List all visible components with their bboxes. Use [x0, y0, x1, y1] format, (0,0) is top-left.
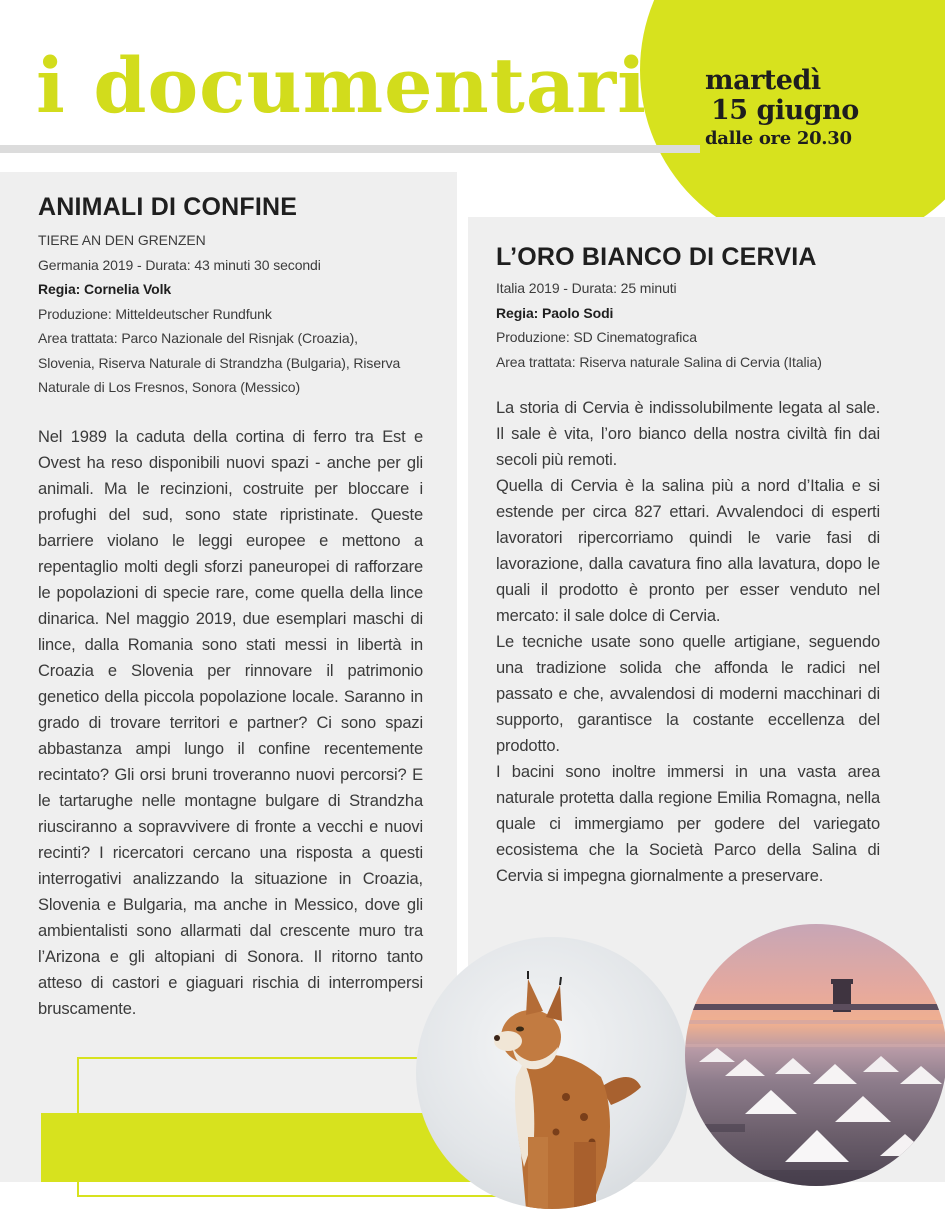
- doc2-area: Area trattata: Riserva naturale Salina di Cervia (Italia): [496, 353, 822, 370]
- doc1-original-title: TIERE AN DEN GRENZEN: [38, 232, 206, 248]
- doc1-production: Produzione: Mitteldeutscher Rundfunk: [38, 305, 272, 322]
- title-rule: [0, 145, 700, 153]
- doc2-paragraph: Le tecniche usate sono quelle artigiane, seguendo una tradizione solida che affonda le radici nel passato e che, avvalendosi di moderni macchinari di supporto, garantisce la costante eccellenza del prodotto.: [496, 633, 880, 755]
- event-day: martedì: [705, 65, 821, 96]
- doc1-body: [38, 424, 423, 1022]
- salt-flats-photo: [685, 924, 945, 1186]
- doc1-area: Area trattata: Parco Nazionale del Risnjak (Croazia), Slovenia, Riserva Naturale di Strandzha (Bulgaria), Riserva Naturale di Los Fresnos, Sonora (Messico): [38, 330, 401, 395]
- date-block: [705, 66, 905, 152]
- doc1-info: Germania 2019 - Durata: 43 minuti 30 secondi: [38, 256, 321, 273]
- doc2-production: Produzione: SD Cinematografica: [496, 329, 697, 345]
- doc2-body: [496, 395, 880, 889]
- doc2-title: L’ORO BIANCO DI CERVIA: [496, 243, 817, 271]
- doc1-director: Regia: Cornelia Volk: [38, 281, 172, 297]
- doc1-description: Nel 1989 la caduta della cortina di ferro tra Est e Ovest ha reso disponibili nuovi spazi - anche per gli animali. Ma le recinzioni, costruite per bloccare i profughi del sud, sono state ripristinate. Queste barriere violano le leggi europee e mettono a repentaglio molti degli sforzi paneuropei di rafforzare le popolazioni di specie rare, come quella della lince dinarica. Nel maggio 2019, due esemplari maschi di lince, dalla Romania sono stati messi in libertà in Croazia e Slovenia per rinnovare il patrimonio genetico della piccola popolazione locale. Saranno in grado di trovare territori e partner? Ci sono spazi abbastanza ampi lungo il confine recentemente recintato? Gli orsi bruni troveranno nuovi percorsi? E le tartarughe nelle montagne bulgare di Strandzha riusciranno a sopravvivere di fronte a vecchi e nuovi recinti? I ricercatori cercano una risposta a questi interrogativi analizzando la situazione in Croazia, Slovenia e Bulgaria, ma anche in Messico, dove gli ambientalisti sono allarmati dal crescente muro tra l’Arizona e gli altopiani di Sonora. Il ritorno tanto atteso di castori e giaguari rischia di interrompersi bruscamente.: [38, 428, 423, 1018]
- doc2-paragraph: La storia di Cervia è indissolubilmente legata al sale. Il sale è vita, l’oro bianco della nostra civiltà fin dai secoli più remoti.: [496, 399, 880, 469]
- doc1-title: ANIMALI DI CONFINE: [38, 193, 298, 221]
- page-title: i documentari: [36, 41, 647, 130]
- doc2-director: Regia: Paolo Sodi: [496, 304, 614, 321]
- event-date: 15 giugno: [711, 95, 859, 126]
- doc2-paragraph: I bacini sono inoltre immersi in una vasta area naturale protetta dalla regione Emilia Romagna, nella quale ci immergiamo per godere del variegato ecosistema che la Società Parco della Salina di Cervia si impegna giornalmente a preservare.: [496, 763, 880, 885]
- lynx-photo: [416, 937, 688, 1209]
- doc2-info: Italia 2019 - Durata: 25 minuti: [496, 280, 677, 296]
- doc1-meta: [38, 192, 420, 400]
- event-time: dalle ore 20.30: [705, 128, 852, 149]
- doc2-paragraph: Quella di Cervia è la salina più a nord d’Italia e si estende per circa 827 ettari. Avvalendoci di esperti lavoratori ripercorriamo quindi le varie fasi di lavorazione, dalla cavatura fino alla lavatura, dopo le quali il prodotto è pronto per esser venduto nel mercato: il sale dolce di Cervia.: [496, 477, 880, 625]
- doc2-meta: [496, 242, 886, 374]
